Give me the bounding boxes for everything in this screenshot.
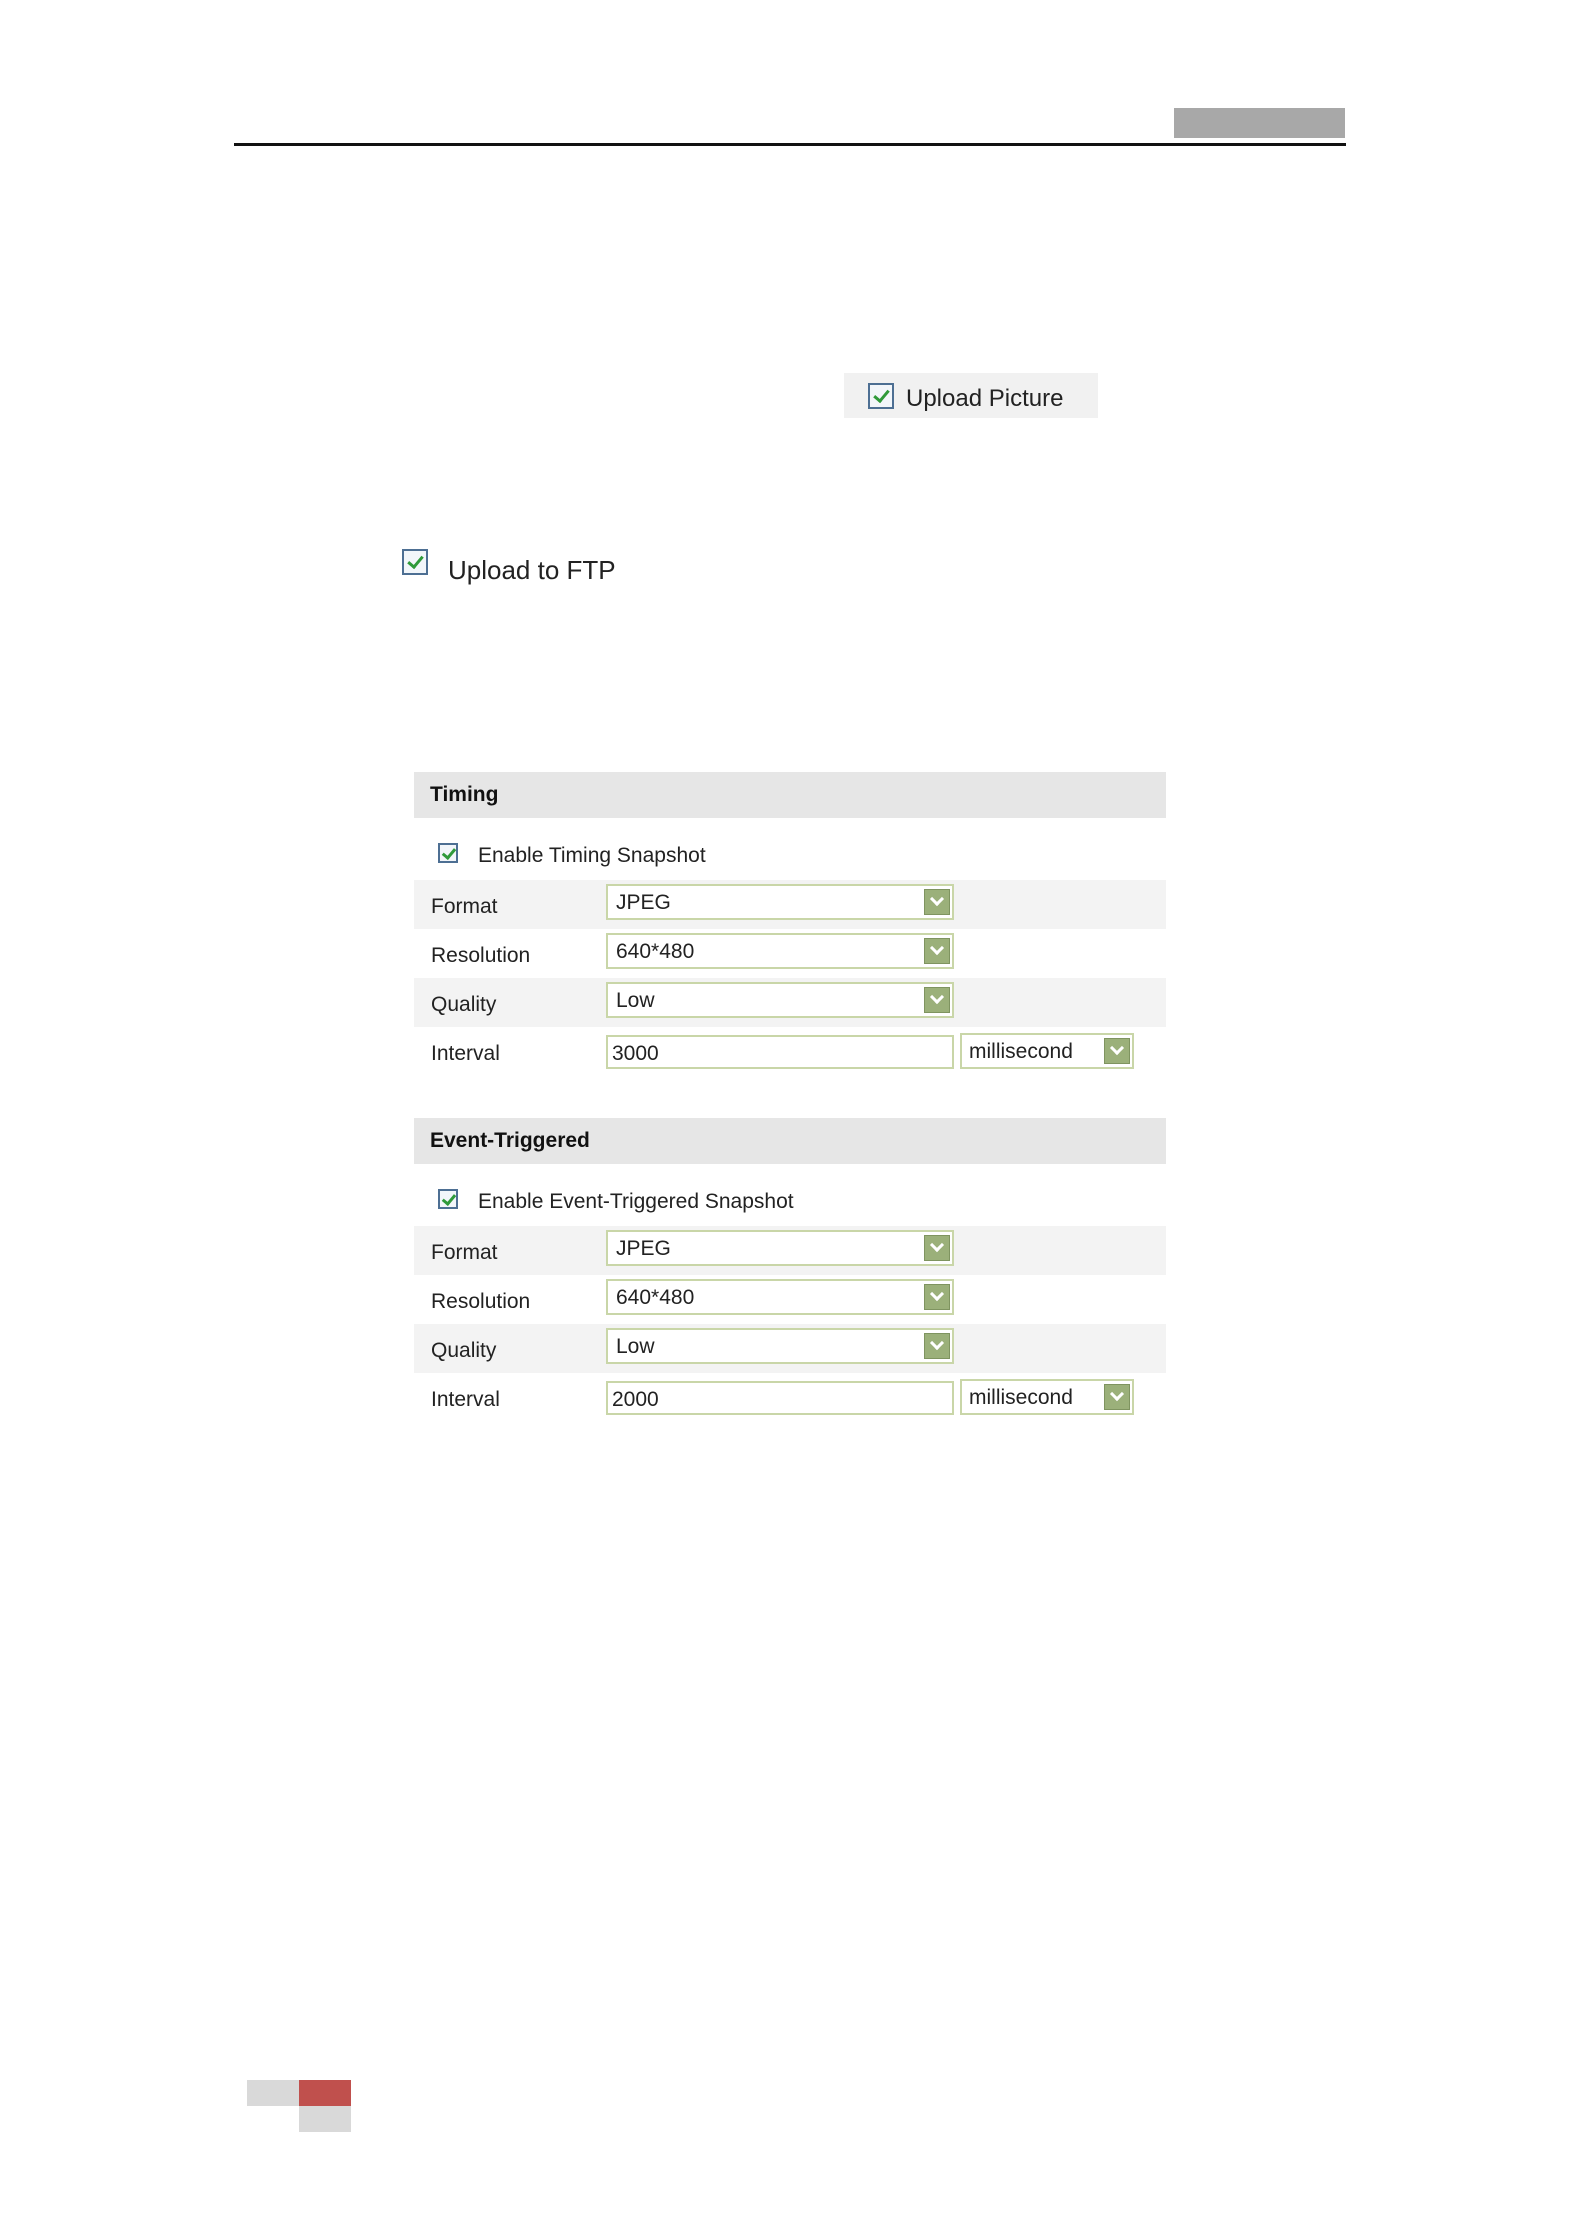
timing-interval-unit-select[interactable]: [960, 1033, 1134, 1069]
upload-picture-option[interactable]: [844, 373, 1098, 418]
event-resolution-label: Resolution: [431, 1290, 531, 1313]
chevron-down-icon[interactable]: [1104, 1038, 1130, 1064]
event-format-select[interactable]: [606, 1230, 954, 1266]
event-format-label: Format: [431, 1241, 498, 1264]
page-header-rule: [234, 143, 1346, 146]
timing-enable-checkbox[interactable]: [438, 843, 458, 863]
event-interval-unit-select[interactable]: [960, 1379, 1134, 1415]
timing-interval-unit-value: millisecond: [969, 1040, 1073, 1063]
timing-resolution-label: Resolution: [431, 944, 531, 967]
event-header: Event-Triggered: [414, 1118, 1166, 1164]
upload-picture-checkbox[interactable]: [868, 383, 894, 409]
timing-format-value: JPEG: [616, 891, 671, 914]
footer-decor-block-accent: [299, 2080, 351, 2106]
chevron-down-icon[interactable]: [1104, 1384, 1130, 1410]
event-quality-label: Quality: [431, 1339, 497, 1362]
timing-quality-value: Low: [616, 989, 655, 1012]
event-quality-select[interactable]: [606, 1328, 954, 1364]
timing-resolution-value: 640*480: [616, 940, 695, 963]
event-interval-unit-value: millisecond: [969, 1386, 1073, 1409]
chevron-down-icon[interactable]: [924, 1284, 950, 1310]
chevron-down-icon[interactable]: [924, 1333, 950, 1359]
timing-quality-label: Quality: [431, 993, 497, 1016]
event-triggered-panel: [414, 1118, 1166, 1422]
event-interval-input[interactable]: [606, 1381, 954, 1415]
chevron-down-icon[interactable]: [924, 889, 950, 915]
timing-resolution-select[interactable]: [606, 933, 954, 969]
event-quality-value: Low: [616, 1335, 655, 1358]
timing-interval-input[interactable]: [606, 1035, 954, 1069]
event-interval-label: Interval: [431, 1388, 500, 1411]
timing-header: Timing: [414, 772, 1166, 818]
event-quality-row: [414, 1324, 1166, 1373]
chevron-down-icon[interactable]: [924, 938, 950, 964]
timing-panel: [414, 772, 1166, 1076]
event-enable-label: Enable Event-Triggered Snapshot: [478, 1190, 794, 1213]
timing-interval-row: [414, 1027, 1166, 1076]
timing-interval-value: 3000: [612, 1042, 659, 1065]
timing-interval-label: Interval: [431, 1042, 500, 1065]
timing-enable-row: [414, 818, 1166, 880]
upload-ftp-checkbox[interactable]: [402, 549, 428, 575]
event-format-row: [414, 1226, 1166, 1275]
timing-quality-row: [414, 978, 1166, 1027]
timing-quality-select[interactable]: [606, 982, 954, 1018]
event-enable-row: [414, 1164, 1166, 1226]
event-enable-checkbox[interactable]: [438, 1189, 458, 1209]
timing-resolution-row: [414, 929, 1166, 978]
upload-picture-label: Upload Picture: [906, 385, 1064, 412]
chevron-down-icon[interactable]: [924, 987, 950, 1013]
event-format-value: JPEG: [616, 1237, 671, 1260]
timing-enable-label: Enable Timing Snapshot: [478, 844, 706, 867]
event-resolution-row: [414, 1275, 1166, 1324]
footer-decor-block: [247, 2080, 299, 2106]
timing-format-row: [414, 880, 1166, 929]
timing-format-label: Format: [431, 895, 498, 918]
event-resolution-select[interactable]: [606, 1279, 954, 1315]
event-resolution-value: 640*480: [616, 1286, 695, 1309]
page-header-tab: [1174, 108, 1345, 138]
chevron-down-icon[interactable]: [924, 1235, 950, 1261]
upload-ftp-label: Upload to FTP: [448, 555, 616, 585]
footer-decor-block: [299, 2106, 351, 2132]
event-interval-value: 2000: [612, 1388, 659, 1411]
event-interval-row: [414, 1373, 1166, 1422]
timing-format-select[interactable]: [606, 884, 954, 920]
